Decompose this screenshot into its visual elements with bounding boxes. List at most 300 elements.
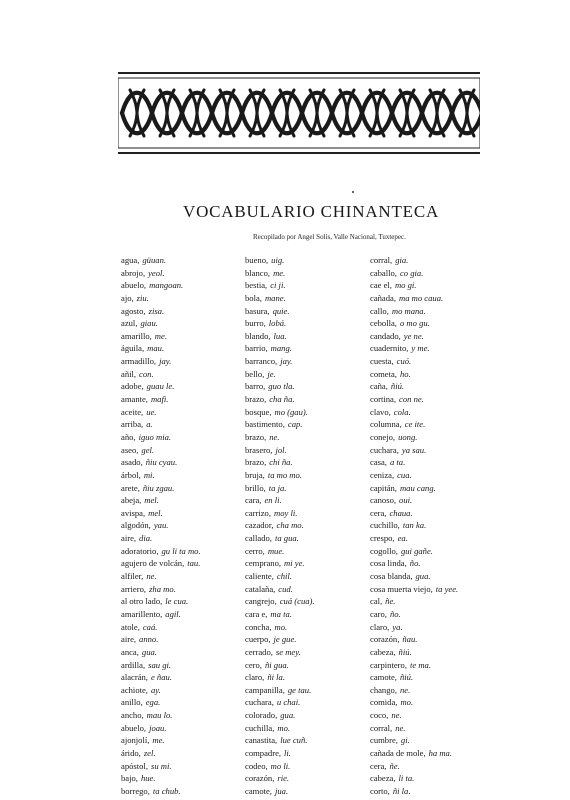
vocabulary-columns	[0, 254, 570, 796]
entry-word: campanilla,	[245, 684, 285, 695]
entry-translation: ya sau.	[401, 444, 427, 455]
entry-translation: mane.	[264, 292, 286, 303]
entry-word: clavo,	[370, 406, 391, 417]
entry-translation: cha ña.	[269, 394, 295, 405]
entry-translation: mangoan.	[149, 280, 184, 291]
entry-word: achiote,	[121, 684, 148, 695]
entry-translation: quie.	[272, 305, 290, 316]
vocabulary-entry	[370, 722, 488, 735]
entry-word: burro,	[245, 318, 266, 329]
vocabulary-entry	[370, 254, 488, 267]
vocabulary-entry	[121, 292, 241, 305]
entry-translation: me.	[154, 330, 167, 341]
entry-word: canastita,	[245, 735, 278, 746]
entry-word: abuelo,	[121, 722, 147, 733]
vocabulary-entry	[370, 507, 488, 520]
vocabulary-entry	[370, 671, 488, 684]
entry-word: ceniza,	[370, 469, 395, 480]
entry-word: compadre,	[245, 747, 282, 758]
entry-word: bello,	[245, 368, 265, 379]
vocabulary-entry	[245, 418, 365, 431]
entry-translation: ma mo caua.	[399, 292, 444, 303]
vocabulary-entry	[370, 267, 488, 280]
vocabulary-entry	[370, 406, 488, 419]
entry-word: cañada,	[370, 292, 396, 303]
entry-translation: le cua.	[165, 596, 189, 607]
entry-word: año,	[121, 431, 136, 442]
entry-word: callado,	[245, 533, 272, 544]
entry-translation: cuó.	[396, 356, 412, 367]
vocabulary-entry	[121, 482, 241, 495]
entry-translation: güuan.	[142, 255, 167, 265]
entry-translation: guau le.	[146, 381, 175, 392]
entry-word: alfiler,	[121, 571, 144, 582]
entry-word: columna,	[370, 419, 402, 430]
entry-translation: ta mo mo.	[267, 469, 302, 480]
entry-translation: mi.	[143, 469, 155, 480]
vocabulary-entry	[370, 545, 488, 558]
entry-word: barro,	[245, 381, 266, 392]
vocabulary-entry	[245, 595, 365, 608]
entry-translation: ñau.	[402, 634, 418, 645]
entry-translation: y me.	[411, 343, 430, 354]
vocabulary-entry	[245, 583, 365, 596]
vocabulary-entry	[245, 494, 365, 507]
vocabulary-entry	[245, 633, 365, 646]
entry-translation: jua.	[274, 785, 289, 796]
entry-word: bueno,	[245, 255, 269, 265]
entry-translation: ma ta.	[270, 608, 292, 619]
vocabulary-entry	[370, 633, 488, 646]
entry-word: camote,	[245, 785, 272, 796]
entry-translation: ue.	[146, 406, 157, 417]
vocabulary-entry	[245, 431, 365, 444]
entry-word: aceite,	[121, 406, 144, 417]
vocabulary-entry	[121, 684, 241, 697]
entry-translation: ñe.	[389, 760, 400, 771]
entry-translation: yau.	[153, 520, 169, 531]
entry-word: añil,	[121, 368, 137, 379]
entry-translation: ce ite.	[404, 419, 426, 430]
vocabulary-entry	[370, 279, 488, 292]
entry-word: arriero,	[121, 583, 147, 594]
vocabulary-entry	[121, 444, 241, 457]
entry-word: apóstol,	[121, 760, 148, 771]
vocabulary-entry	[370, 444, 488, 457]
entry-translation: ta ja.	[268, 482, 287, 493]
vocabulary-entry	[370, 760, 488, 773]
entry-translation: mang.	[270, 343, 292, 354]
vocabulary-entry	[370, 494, 488, 507]
vocabulary-entry	[370, 532, 488, 545]
entry-word: cebolla,	[370, 318, 397, 329]
entry-word: codeo,	[245, 760, 268, 771]
entry-word: árido,	[121, 747, 141, 758]
vocabulary-entry	[245, 659, 365, 672]
vocabulary-entry	[245, 317, 365, 330]
entry-word: cerro,	[245, 545, 265, 556]
vocabulary-entry	[121, 772, 241, 785]
entry-word: cae el,	[370, 280, 392, 291]
entry-word: ardilla,	[121, 659, 146, 670]
entry-translation: ñe.	[385, 596, 396, 607]
vocabulary-entry	[121, 368, 241, 381]
vocabulary-entry	[121, 519, 241, 532]
entry-translation: jol.	[275, 444, 287, 455]
entry-translation: tau.	[187, 558, 201, 569]
entry-word: carrizo,	[245, 507, 271, 518]
vocabulary-entry	[370, 595, 488, 608]
entry-translation: co gia.	[399, 267, 424, 278]
entry-translation: ñiú.	[399, 672, 414, 683]
vocabulary-entry	[121, 532, 241, 545]
entry-translation: ñi la.	[267, 672, 285, 683]
entry-translation: ta yee.	[435, 583, 459, 594]
entry-word: catalaña,	[245, 583, 276, 594]
entry-word: canoso,	[370, 495, 397, 506]
vocabulary-entry	[245, 292, 365, 305]
entry-word: barranco,	[245, 356, 278, 367]
vocabulary-entry	[245, 279, 365, 292]
vocabulary-entry	[121, 709, 241, 722]
entry-translation: ta gua.	[274, 533, 299, 544]
entry-word: alacrán,	[121, 672, 148, 683]
vocabulary-entry	[245, 305, 365, 318]
vocabulary-entry	[121, 406, 241, 419]
entry-translation: giau.	[140, 318, 158, 329]
vocabulary-entry	[245, 368, 365, 381]
vocabulary-entry	[121, 734, 241, 747]
vocabulary-entry	[245, 570, 365, 583]
entry-word: candado,	[370, 330, 401, 341]
entry-translation: hue.	[140, 773, 156, 784]
entry-word: abuelo,	[121, 280, 147, 291]
vocabulary-entry	[121, 646, 241, 659]
entry-word: cera,	[370, 760, 387, 771]
entry-translation: je gue.	[273, 634, 297, 645]
vocabulary-entry	[370, 570, 488, 583]
entry-word: adoratorio,	[121, 545, 159, 556]
entry-translation: ea.	[397, 533, 408, 544]
entry-translation: guo tla.	[268, 381, 295, 392]
entry-word: amante,	[121, 394, 148, 405]
entry-word: bastimento,	[245, 419, 285, 430]
entry-word: corazón,	[245, 773, 275, 784]
entry-word: ancho,	[121, 710, 144, 721]
entry-word: cera,	[370, 507, 387, 518]
vocabulary-entry	[121, 456, 241, 469]
entry-translation: gi.	[400, 735, 410, 746]
entry-word: cara e,	[245, 608, 268, 619]
entry-translation: mel.	[144, 495, 159, 506]
entry-word: cero,	[245, 659, 262, 670]
vocabulary-entry	[245, 545, 365, 558]
entry-translation: cua.	[397, 469, 412, 480]
entry-translation: gia.	[395, 255, 409, 265]
entry-translation: ya.	[392, 621, 403, 632]
entry-word: colorado,	[245, 710, 278, 721]
entry-translation: mo li.	[270, 760, 291, 771]
entry-translation: agil.	[165, 608, 181, 619]
entry-translation: ño.	[389, 608, 401, 619]
vocabulary-entry	[245, 507, 365, 520]
entry-word: abrojo,	[121, 267, 146, 278]
entry-word: ajonjolí,	[121, 735, 150, 746]
entry-translation: gui gañe.	[400, 545, 433, 556]
entry-translation: con ne.	[399, 394, 424, 405]
entry-word: al otro lado,	[121, 596, 163, 607]
entry-translation: gua.	[141, 646, 157, 657]
vocabulary-entry	[121, 305, 241, 318]
vocabulary-entry	[370, 342, 488, 355]
entry-word: coco,	[370, 710, 389, 721]
entry-translation: ñiu cyau.	[145, 457, 178, 468]
vocabulary-entry	[121, 671, 241, 684]
vocabulary-entry	[121, 418, 241, 431]
entry-word: cogollo,	[370, 545, 398, 556]
entry-translation: me.	[152, 735, 165, 746]
entry-word: árbol,	[121, 469, 141, 480]
vocabulary-entry	[245, 557, 365, 570]
entry-word: agujero de volcán,	[121, 558, 185, 569]
entry-translation: tan ka.	[402, 520, 427, 531]
entry-translation: lua.	[273, 330, 287, 341]
entry-word: aire,	[121, 634, 137, 645]
entry-word: cabeza,	[370, 646, 396, 657]
entry-word: cara,	[245, 495, 262, 506]
entry-word: caña,	[370, 381, 388, 392]
vocabulary-entry	[121, 583, 241, 596]
entry-word: caro,	[370, 608, 387, 619]
vocabulary-entry	[370, 305, 488, 318]
entry-word: bajo,	[121, 773, 138, 784]
vocabulary-entry	[370, 519, 488, 532]
entry-word: ajo,	[121, 292, 134, 303]
entry-word: barrio,	[245, 343, 268, 354]
vocabulary-entry	[245, 785, 365, 798]
vocabulary-column-2	[245, 254, 365, 798]
vocabulary-entry	[121, 595, 241, 608]
vocabulary-entry	[370, 734, 488, 747]
entry-word: cabeza,	[370, 773, 396, 784]
entry-word: cometa,	[370, 368, 397, 379]
entry-translation: mau lo.	[146, 710, 173, 721]
vocabulary-entry	[245, 406, 365, 419]
entry-translation: ziu.	[136, 292, 149, 303]
vocabulary-column-1	[121, 254, 241, 798]
entry-translation: uig.	[271, 255, 285, 265]
entry-translation: joau.	[149, 722, 167, 733]
entry-word: comida,	[370, 697, 398, 708]
vocabulary-entry	[370, 330, 488, 343]
entry-translation: ñiú.	[390, 381, 405, 392]
entry-translation: jay.	[159, 356, 172, 367]
entry-translation: mel.	[148, 507, 163, 518]
vocabulary-entry	[245, 671, 365, 684]
entry-word: anca,	[121, 646, 139, 657]
entry-word: crespo,	[370, 533, 395, 544]
entry-word: cemprano,	[245, 558, 282, 569]
entry-translation: caá.	[142, 621, 158, 632]
vocabulary-entry	[245, 646, 365, 659]
entry-translation: u chai.	[276, 697, 301, 708]
entry-translation: mo (gau).	[274, 406, 308, 417]
entry-word: bola,	[245, 292, 262, 303]
vocabulary-entry	[121, 279, 241, 292]
entry-translation: yeol.	[148, 267, 165, 278]
entry-word: conejo,	[370, 431, 396, 442]
vocabulary-entry	[245, 330, 365, 343]
entry-translation: en li.	[264, 495, 282, 506]
entry-translation: mo gi.	[394, 280, 417, 291]
entry-word: cal,	[370, 596, 383, 607]
entry-translation: ñiú.	[398, 646, 412, 657]
decorative-border	[118, 72, 480, 154]
vocabulary-entry	[121, 633, 241, 646]
vocabulary-entry	[121, 785, 241, 798]
entry-translation: mue.	[267, 545, 285, 556]
entry-translation: mo.	[400, 697, 414, 708]
vocabulary-entry	[370, 709, 488, 722]
entry-word: cazador,	[245, 520, 274, 531]
vocabulary-entry	[245, 456, 365, 469]
entry-translation: cap.	[287, 419, 303, 430]
entry-translation: sau gi.	[148, 659, 172, 670]
entry-translation: oui.	[399, 495, 413, 506]
entry-word: cosa linda,	[370, 558, 407, 569]
entry-translation: lobá.	[268, 318, 287, 329]
entry-word: corral,	[370, 255, 393, 265]
entry-translation: mafi.	[150, 394, 169, 405]
entry-word: cuchillo,	[370, 520, 400, 531]
entry-word: águila,	[121, 343, 145, 354]
vocabulary-entry	[245, 532, 365, 545]
vocabulary-entry	[370, 368, 488, 381]
entry-translation: ta chub.	[152, 785, 181, 796]
vocabulary-entry	[370, 317, 488, 330]
entry-word: camote,	[370, 672, 397, 683]
vocabulary-entry	[370, 747, 488, 760]
entry-word: caliente,	[245, 571, 274, 582]
entry-word: algodón,	[121, 520, 151, 531]
entry-translation: mau.	[147, 343, 165, 354]
entry-translation: zel.	[143, 747, 156, 758]
entry-translation: a ta.	[389, 457, 406, 468]
vocabulary-entry	[370, 431, 488, 444]
entry-translation: mo.	[274, 621, 288, 632]
vocabulary-entry	[370, 696, 488, 709]
vocabulary-entry	[245, 772, 365, 785]
entry-translation: mi ye.	[284, 558, 305, 569]
entry-word: aire,	[121, 533, 137, 544]
entry-translation: zisa.	[148, 305, 165, 316]
vocabulary-entry	[245, 621, 365, 634]
vocabulary-entry	[121, 722, 241, 735]
entry-translation: moy li.	[274, 507, 298, 518]
vocabulary-entry	[245, 469, 365, 482]
entry-word: abeja,	[121, 495, 142, 506]
entry-word: armadillo,	[121, 356, 157, 367]
vocabulary-entry	[121, 659, 241, 672]
entry-translation: o mo gu.	[399, 318, 430, 329]
entry-translation: rie.	[277, 773, 290, 784]
entry-translation: con.	[139, 368, 154, 379]
entry-word: adobe,	[121, 381, 144, 392]
entry-translation: se mey.	[275, 646, 301, 657]
entry-translation: gel.	[141, 444, 155, 455]
entry-word: anillo,	[121, 697, 143, 708]
entry-translation: jay.	[280, 356, 293, 367]
vocabulary-entry	[121, 494, 241, 507]
vocabulary-entry	[245, 734, 365, 747]
entry-translation: je.	[267, 368, 276, 379]
knotwork-ornament	[118, 74, 480, 152]
entry-translation: mau cang.	[399, 482, 436, 493]
stray-mark	[352, 191, 354, 193]
entry-word: borrego,	[121, 785, 150, 796]
vocabulary-entry	[370, 292, 488, 305]
entry-word: concha,	[245, 621, 272, 632]
entry-translation: cola.	[393, 406, 411, 417]
entry-word: azul,	[121, 318, 138, 329]
entry-translation: li.	[284, 747, 291, 758]
vocabulary-entry	[370, 456, 488, 469]
entry-word: arriba,	[121, 419, 144, 430]
entry-word: bestia,	[245, 280, 268, 291]
entry-translation: iguo mia.	[138, 431, 172, 442]
entry-translation: e ñau.	[150, 672, 172, 683]
vocabulary-entry	[245, 722, 365, 735]
entry-translation: te ma.	[409, 659, 431, 670]
vocabulary-entry	[245, 608, 365, 621]
entry-translation: chi ña.	[269, 457, 293, 468]
entry-word: atole,	[121, 621, 140, 632]
entry-word: basura,	[245, 305, 270, 316]
entry-word: agua,	[121, 255, 140, 265]
entry-translation: gu li ta mo.	[161, 545, 201, 556]
entry-word: cosa blanda,	[370, 571, 413, 582]
vocabulary-entry	[121, 342, 241, 355]
vocabulary-entry	[121, 254, 241, 267]
vocabulary-entry	[370, 583, 488, 596]
entry-word: claro,	[245, 672, 265, 683]
entry-translation: li ta.	[398, 773, 415, 784]
entry-word: caballo,	[370, 267, 397, 278]
vocabulary-entry	[121, 747, 241, 760]
entry-translation: cud.	[278, 583, 293, 594]
entry-translation: ñi gua.	[264, 659, 289, 670]
entry-translation: gua.	[415, 571, 431, 582]
entry-word: cuerpo,	[245, 634, 271, 645]
entry-word: cosa muerta viejo,	[370, 583, 433, 594]
vocabulary-entry	[370, 772, 488, 785]
vocabulary-entry	[245, 760, 365, 773]
entry-translation: cha mo.	[276, 520, 304, 531]
entry-word: cuadernito,	[370, 343, 409, 354]
entry-word: cangrejo,	[245, 596, 277, 607]
entry-translation: cuá (cua).	[279, 596, 315, 607]
entry-translation: chil.	[276, 571, 292, 582]
vocabulary-entry	[370, 684, 488, 697]
entry-translation: me.	[273, 267, 286, 278]
vocabulary-entry	[121, 696, 241, 709]
entry-translation: anno.	[139, 634, 159, 645]
vocabulary-entry	[245, 684, 365, 697]
entry-translation: ne.	[395, 722, 406, 733]
vocabulary-entry	[245, 355, 365, 368]
entry-word: aseo,	[121, 444, 139, 455]
entry-word: brasero,	[245, 444, 273, 455]
